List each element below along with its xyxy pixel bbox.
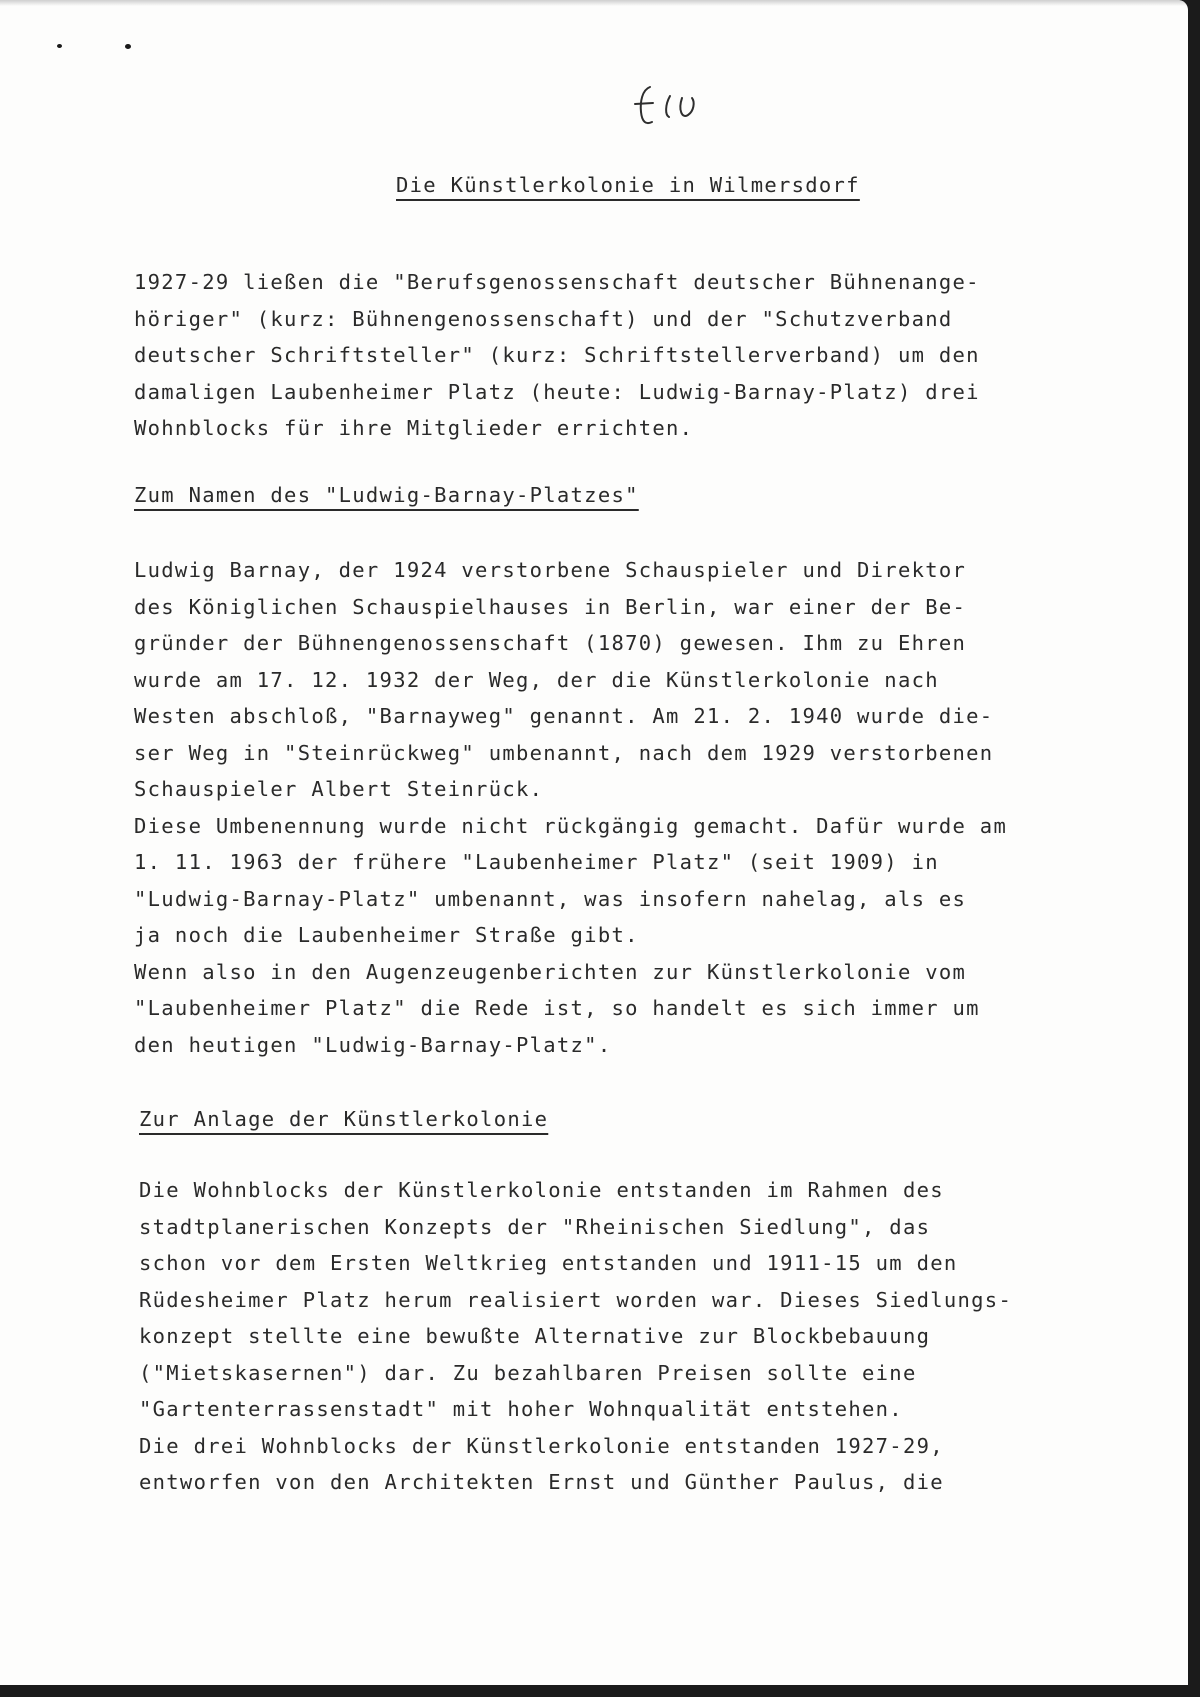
- paragraph-name-history: Ludwig Barnay, der 1924 verstorbene Schauspieler und Direktor des Königlichen Schauspielhauses in Berlin, war einer der Be- gründer der Bühnengenossenschaft (1870) gewesen. Ihm zu Ehren wurde am 17. 12. 1932 der Weg, der die Künstlerkolonie nach Westen abschloß, "Barnayweg" genannt. Am 21. 2. 1940 wurde die- ser Weg in "Steinrückweg" umbenannt, nach dem 1929 verstorbenen Schauspieler Albert Steinrück. Diese Umbenennung wurde nicht rückgängig gemacht. Dafür wurde am 1. 11. 1963 der frühere "Laubenheimer Platz" (seit 1909) in "Ludwig-Barnay-Platz" umbenannt, was insofern nahelag, als es ja noch die Laubenheimer Straße gibt. Wenn also in den Augenzeugenberichten zur Künstlerkolonie vom "Laubenheimer Platz" die Rede ist, so handelt es sich immer um den heutigen "Ludwig-Barnay-Platz".: [134, 558, 1008, 1057]
- handwritten-mark: [632, 78, 712, 130]
- paragraph-intro: 1927-29 ließen die "Berufsgenossenschaft deutscher Bühnenange- höriger" (kurz: Bühnengenossenschaft) und der "Schutzverband deutscher Schriftsteller" (kurz: Schriftstellerverband) um den damaligen Laubenheimer Platz (heute: Ludwig-Barnay-Platz) drei Wohnblocks für ihre Mitglieder errichten.: [134, 270, 980, 440]
- scan-speck: [57, 44, 62, 48]
- scan-speck: [125, 44, 131, 49]
- paragraph-layout: Die Wohnblocks der Künstlerkolonie entstanden im Rahmen des stadtplanerischen Konzepts der "Rheinischen Siedlung", das schon vor dem Ersten Weltkrieg entstanden und 1911-15 um den Rüdesheimer Platz herum realisiert worden war. Dieses Siedlungs- konzept stellte eine bewußte Alternative zur Blockbebauung ("Mietskasernen") dar. Zu bezahlbaren Preisen sollte eine "Gartenterrassenstadt" mit hoher Wohnqualität entstehen. Die drei Wohnblocks der Künstlerkolonie entstanden 1927-29, entworfen von den Architekten Ernst und Günther Paulus, die: [139, 1178, 1013, 1494]
- document-title: Die Künstlerkolonie in Wilmersdorf: [396, 173, 860, 197]
- section-heading-layout: Zur Anlage der Künstlerkolonie: [139, 1107, 549, 1131]
- section-heading-name: Zum Namen des "Ludwig-Barnay-Platzes": [134, 483, 639, 507]
